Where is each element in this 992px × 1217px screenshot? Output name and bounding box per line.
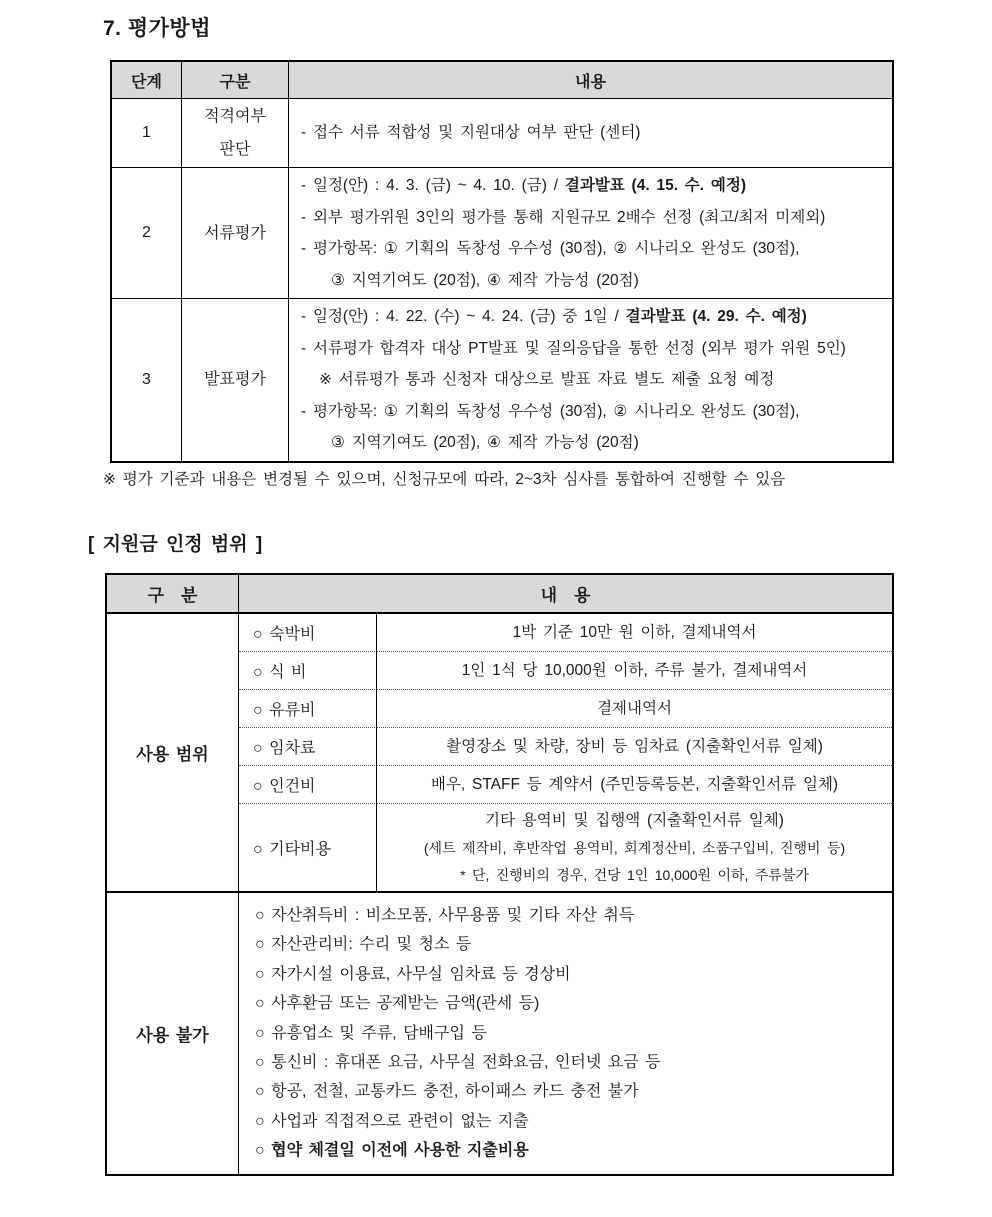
detail-line: 결제내역서 bbox=[597, 700, 672, 717]
page-title: 7. 평가방법 bbox=[103, 17, 211, 40]
detail-line: 1인 1식 당 10,000원 이하, 주류 불가, 결제내역서 bbox=[461, 662, 808, 679]
content-line bbox=[301, 301, 884, 333]
group-label-prohibited: 사용 불가 bbox=[107, 893, 239, 1174]
bold-text-segment: 결과발표 (4. 29. 수. 예정) bbox=[625, 308, 807, 325]
content-line bbox=[301, 333, 884, 365]
category-cell bbox=[182, 299, 289, 461]
evaluation-method-table bbox=[110, 60, 894, 463]
prohibited-item: ○ 사후환금 또는 공제받는 금액(관세 등) bbox=[255, 995, 540, 1013]
col-header-content2: 내 용 bbox=[239, 575, 892, 614]
expense-type-cell: ○ 식 비 bbox=[239, 652, 377, 690]
stage-cell: 1 bbox=[112, 99, 182, 168]
group-label-usage: 사용 범위 bbox=[107, 614, 239, 893]
text-segment: - 서류평가 합격자 대상 PT발표 및 질의응답을 통한 선정 (외부 평가 위원 5인) bbox=[301, 339, 846, 357]
detail-line: 촬영장소 및 차량, 장비 등 임차료 (지출확인서류 일체) bbox=[446, 738, 823, 755]
category-cell bbox=[182, 168, 289, 299]
prohibited-item: ○ 통신비 : 휴대폰 요금, 사무실 전화요금, 인터넷 요금 등 bbox=[255, 1054, 661, 1072]
prohibited-item: ○ 자가시설 이용료, 사무실 임차료 등 경상비 bbox=[255, 965, 571, 983]
content-line bbox=[301, 202, 884, 234]
detail-line: 배우, STAFF 등 계약서 (주민등록등본, 지출확인서류 일체) bbox=[430, 776, 839, 793]
content-line bbox=[301, 396, 884, 428]
category-line: 적격여부 bbox=[204, 108, 266, 125]
text-segment: - 일정(안) : 4. 3. (금) ~ 4. 10. (금) / bbox=[301, 177, 565, 194]
expense-detail-cell bbox=[377, 652, 892, 690]
text-segment: ③ 지역기여도 (20점), ④ 제작 가능성 (20점) bbox=[331, 271, 639, 289]
col-header-category: 구분 bbox=[182, 62, 289, 99]
prohibited-item: ○ 자산관리비: 수리 및 청소 등 bbox=[255, 936, 472, 954]
category-line: 발표평가 bbox=[204, 371, 266, 389]
expense-detail-cell bbox=[377, 804, 892, 893]
detail-line: * 단, 진행비의 경우, 건당 1인 10,000원 이하, 주류불가 bbox=[460, 867, 809, 883]
prohibited-item: ○ 항공, 전철, 교통카드 충전, 하이패스 카드 충전 불가 bbox=[255, 1083, 639, 1101]
text-segment: - 평가항목: ① 기획의 독창성 우수성 (30점), ② 시나리오 완성도 (30점), bbox=[301, 402, 800, 420]
col-header-stage: 단계 bbox=[112, 62, 182, 99]
bold-text-segment: 결과발표 (4. 15. 수. 예정) bbox=[564, 177, 746, 194]
col-header-content: 내용 bbox=[289, 62, 892, 99]
prohibited-item: ○ 협약 체결일 이전에 사용한 지출비용 bbox=[255, 1142, 529, 1160]
content-line bbox=[301, 364, 884, 396]
expense-type-cell: ○ 인건비 bbox=[239, 766, 377, 804]
eval-row bbox=[112, 168, 892, 299]
evaluation-note: ※ 평가 기준과 내용은 변경될 수 있으며, 신청규모에 따라, 2~3차 심사를 통합하여 진행할 수 있음 bbox=[103, 471, 786, 488]
expense-type-cell: ○ 숙박비 bbox=[239, 614, 377, 652]
expense-detail-cell bbox=[377, 728, 892, 766]
usage-row bbox=[107, 614, 892, 652]
prohibited-row bbox=[107, 893, 892, 1174]
eval-row bbox=[112, 299, 892, 461]
category-line: 판단 bbox=[219, 141, 251, 158]
content-cell bbox=[289, 99, 892, 168]
detail-line: 기타 용역비 및 집행액 (지출확인서류 일체) bbox=[485, 812, 784, 829]
expense-type-cell: ○ 기타비용 bbox=[239, 804, 377, 893]
expense-detail-cell bbox=[377, 614, 892, 652]
text-segment: - 평가항목: ① 기획의 독창성 우수성 (30점), ② 시나리오 완성도 (30점), bbox=[301, 240, 800, 257]
content-cell bbox=[289, 168, 892, 299]
expense-type-cell: ○ 유류비 bbox=[239, 690, 377, 728]
content-line bbox=[301, 427, 884, 459]
text-segment: ※ 서류평가 통과 신청자 대상으로 발표 자료 별도 제출 요청 예정 bbox=[319, 371, 775, 388]
expense-type-cell: ○ 임차료 bbox=[239, 728, 377, 766]
text-segment: - 접수 서류 적합성 및 지원대상 여부 판단 (센터) bbox=[301, 124, 641, 142]
col-header-category2: 구 분 bbox=[107, 575, 239, 614]
table-header-row bbox=[107, 575, 892, 614]
detail-line: 1박 기준 10만 원 이하, 결제내역서 bbox=[512, 624, 757, 641]
category-line: 서류평가 bbox=[204, 224, 266, 242]
text-segment: ③ 지역기여도 (20점), ④ 제작 가능성 (20점) bbox=[331, 434, 639, 451]
support-scope-table bbox=[105, 573, 894, 1176]
detail-line: (세트 제작비, 후반작업 용역비, 회계정산비, 소품구입비, 진행비 등) bbox=[423, 840, 846, 856]
table-header-row bbox=[112, 62, 892, 99]
content-line bbox=[301, 117, 884, 149]
content-line bbox=[301, 233, 884, 265]
prohibited-list-cell bbox=[239, 893, 892, 1174]
prohibited-item: ○ 유흥업소 및 주류, 담배구입 등 bbox=[255, 1024, 487, 1042]
eval-row bbox=[112, 99, 892, 168]
expense-detail-cell bbox=[377, 766, 892, 804]
content-cell bbox=[289, 299, 892, 461]
stage-cell: 2 bbox=[112, 168, 182, 299]
prohibited-item: ○ 자산취득비 : 비소모품, 사무용품 및 기타 자산 취득 bbox=[255, 907, 635, 924]
content-line bbox=[301, 265, 884, 297]
text-segment: - 외부 평가위원 3인의 평가를 통해 지원규모 2배수 선정 (최고/최저 미제외) bbox=[301, 208, 826, 226]
text-segment: - 일정(안) : 4. 22. (수) ~ 4. 24. (금) 중 1일 / bbox=[301, 308, 626, 325]
expense-detail-cell bbox=[377, 690, 892, 728]
content-line bbox=[301, 170, 884, 202]
prohibited-item: ○ 사업과 직접적으로 관련이 없는 지출 bbox=[255, 1112, 529, 1130]
stage-cell: 3 bbox=[112, 299, 182, 461]
support-scope-title: [ 지원금 인정 범위 ] bbox=[88, 534, 263, 555]
category-cell bbox=[182, 99, 289, 168]
